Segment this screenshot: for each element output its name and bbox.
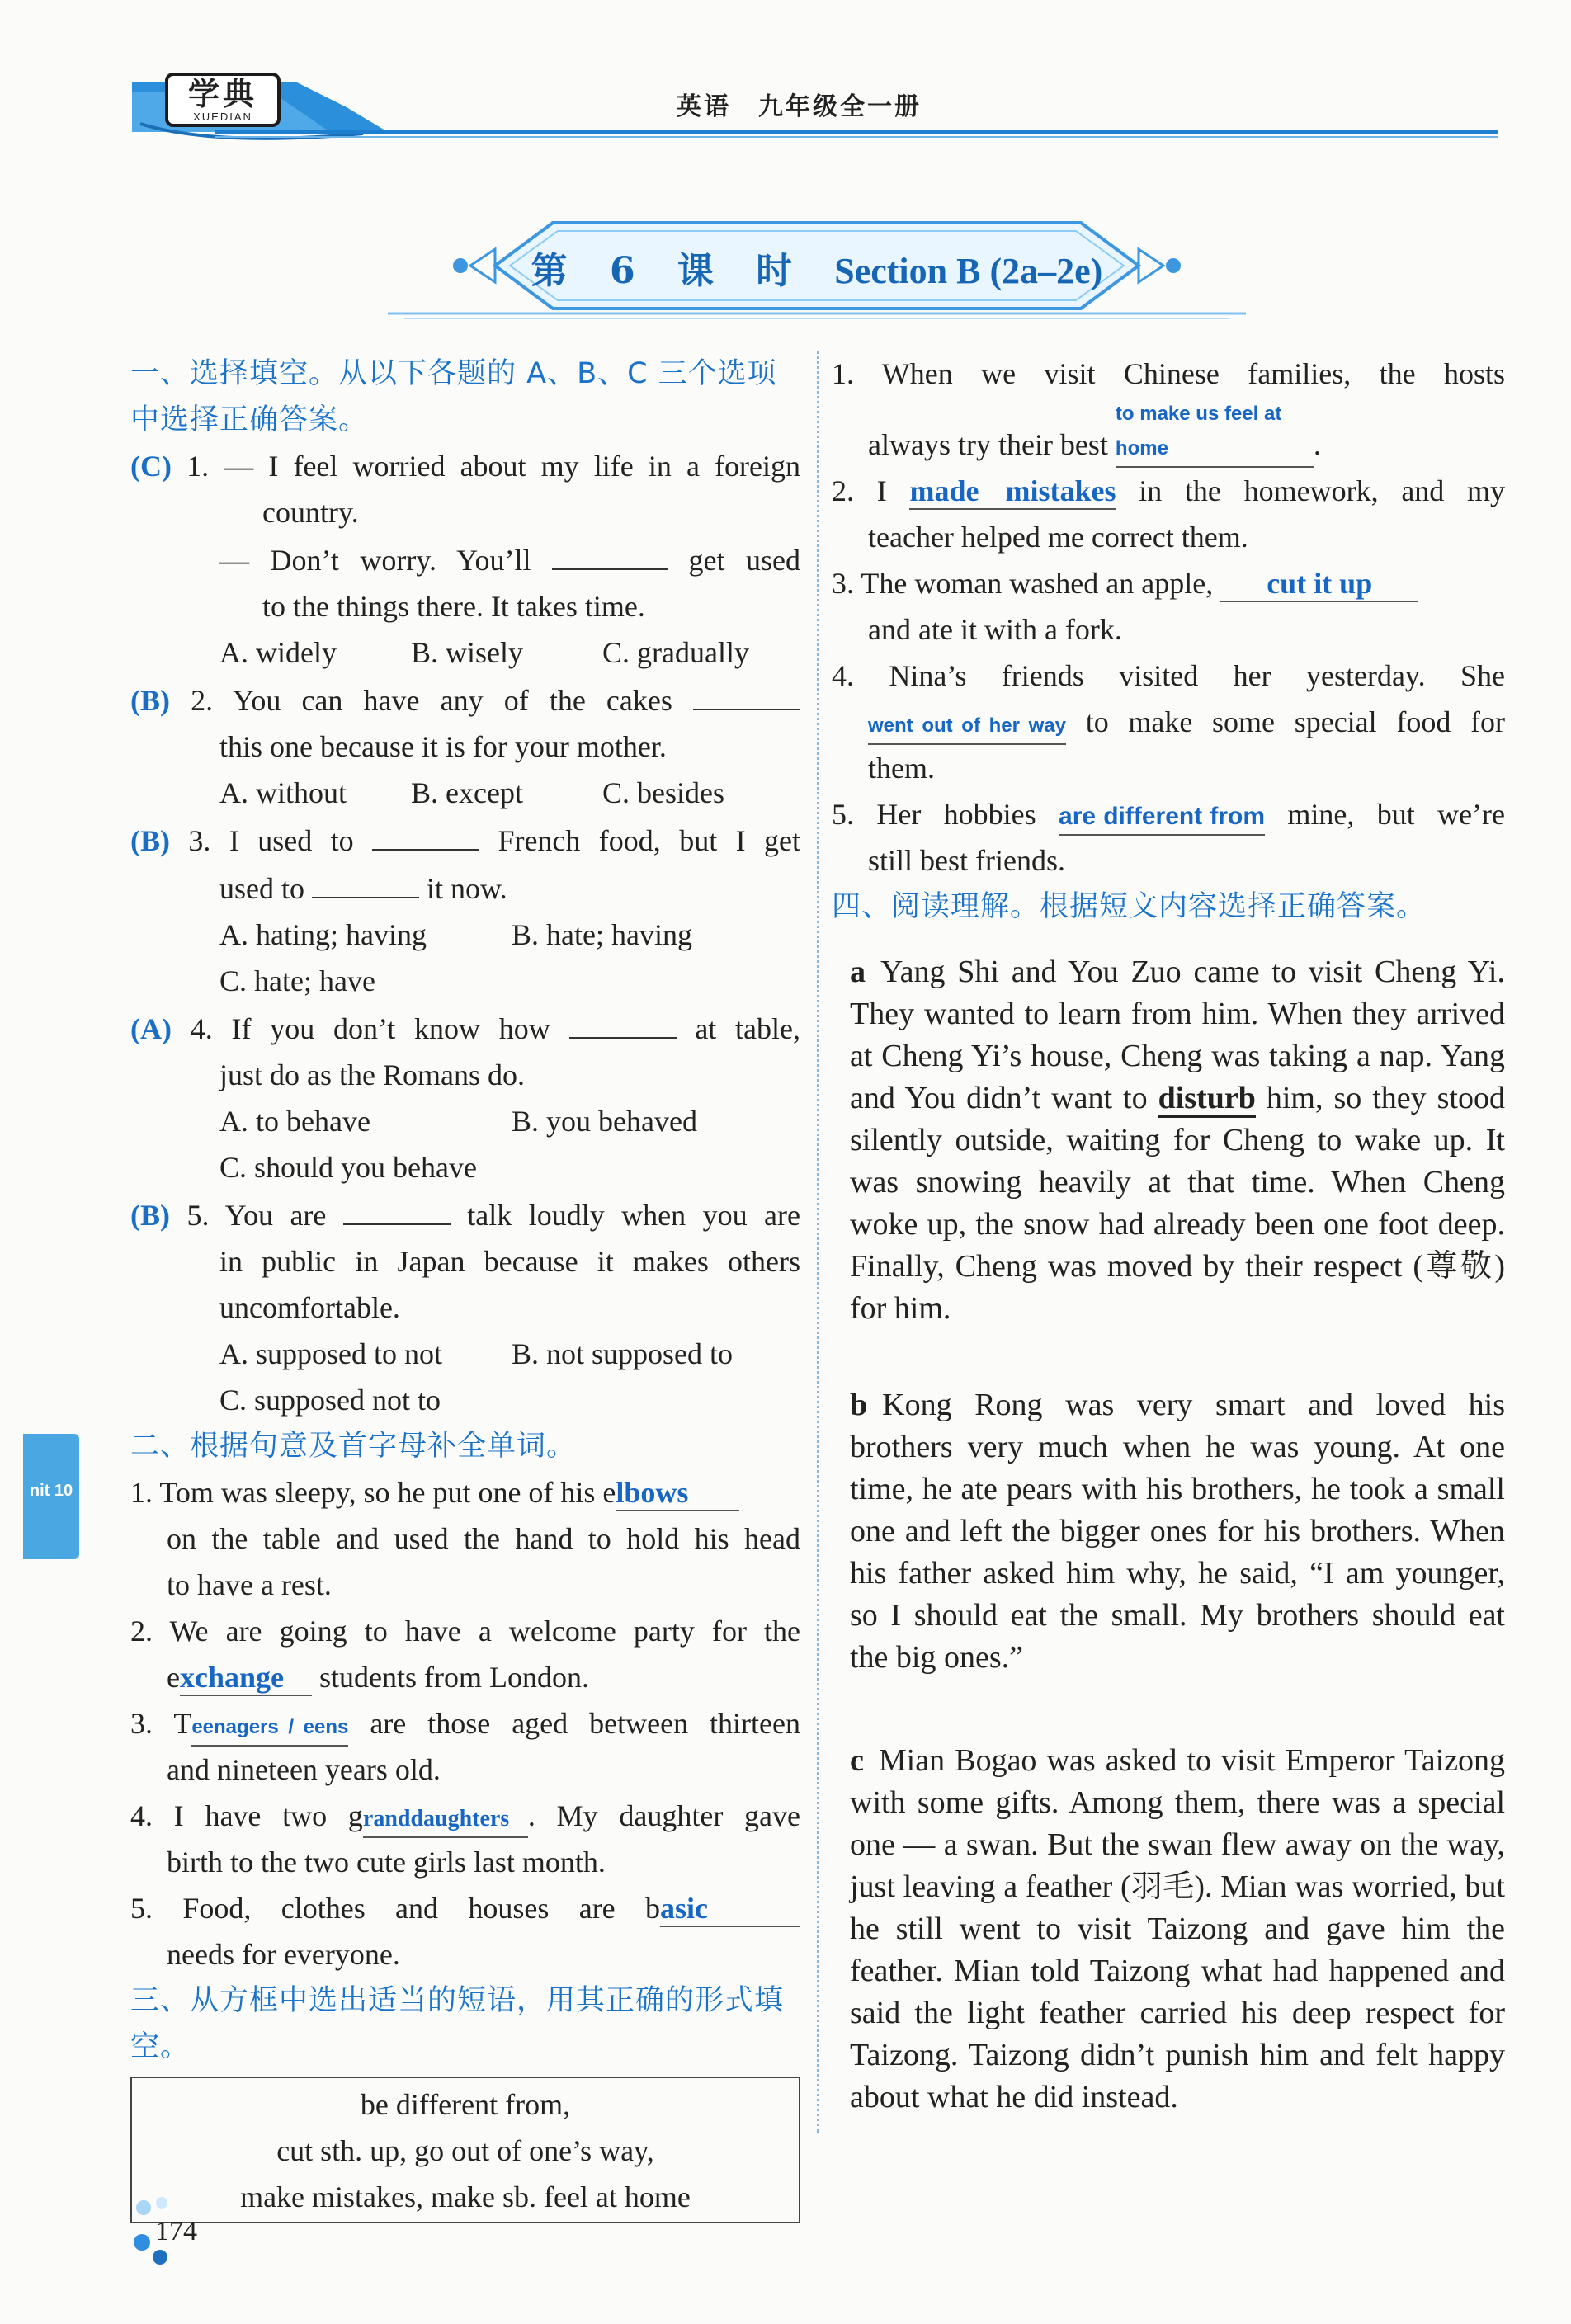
question-text: to the things there. It takes time.	[262, 590, 645, 623]
question-text: I used to	[229, 824, 354, 857]
answer-mark: (C)	[130, 450, 172, 483]
item-text: mine, but we’re	[1287, 798, 1506, 831]
question-number: 5.	[186, 1199, 210, 1232]
header-rule	[215, 130, 1498, 134]
question-number: 1.	[186, 450, 210, 483]
answer-letter: C	[140, 450, 162, 483]
answer-mark: (B)	[130, 1199, 171, 1232]
item-text: The woman washed an apple,	[861, 567, 1214, 600]
question-text: French food, but I get	[498, 824, 800, 857]
question-text: — Don’t worry. You’ll	[219, 544, 531, 577]
underlined-word: disturb	[1158, 1081, 1256, 1118]
item-number: 2.	[832, 474, 854, 507]
question-text: get used	[688, 544, 800, 577]
right-column	[832, 351, 1505, 2119]
item-text: When we visit Chinese families, the hosts	[881, 357, 1505, 390]
item-text: always try their best	[868, 428, 1108, 461]
section4-heading: 四、阅读理解。根据短文内容选择正确答案。	[832, 890, 1427, 923]
passage-letter: c	[850, 1743, 864, 1778]
question-number: 2.	[191, 684, 214, 717]
lesson-title-en: Section B (2a–2e)	[834, 251, 1103, 291]
option-b: B. you behaved	[512, 1105, 697, 1138]
item-number: 3.	[832, 567, 854, 600]
answer-blank	[372, 816, 479, 851]
filled-answer: xchange	[180, 1660, 312, 1696]
item-number: 2.	[130, 1615, 153, 1648]
passage-text: Yang Shi and You Zuo came to visit Cheng Yi. They wanted to learn from him. When they arrived at Cheng Yi’s house, Cheng was taking a nap. Yang and You didn’t want to	[850, 955, 1505, 1115]
phrase-item-4	[832, 653, 1505, 791]
phrase-item-3	[832, 560, 1505, 653]
lesson-title-cn: 第 6 课 时	[531, 250, 808, 292]
mc-question-2	[130, 676, 800, 816]
answer-letter: B	[140, 824, 161, 857]
options-row	[130, 1098, 800, 1144]
item-text: needs for everyone.	[167, 1938, 400, 1971]
filled-answer: randdaughters	[363, 1802, 528, 1838]
option-a: A. supposed to not	[219, 1337, 442, 1370]
reading-passage-b	[850, 1384, 1505, 1679]
unit-side-tab-label: nit 10	[29, 1482, 73, 1500]
publisher-logo	[165, 73, 281, 127]
item-number: 4.	[832, 659, 854, 692]
item-text: students from London.	[318, 1661, 589, 1694]
options-row	[130, 912, 800, 958]
item-text: Food, clothes and houses are b	[182, 1892, 661, 1925]
phrase-item-5	[832, 791, 1505, 884]
item-text: I	[876, 474, 887, 507]
item-text: I have two g	[173, 1799, 363, 1832]
item-text: teacher helped me correct them.	[868, 521, 1248, 554]
item-text: and ate it with a fork.	[868, 613, 1122, 646]
filled-answer: went out of her way	[868, 709, 1066, 745]
filled-answer: cut it up	[1220, 566, 1418, 602]
option-c: C. gradually	[602, 636, 749, 669]
item-text: on the table and used the hand to hold his head	[167, 1522, 800, 1555]
item-text: We are going to have a welcome party for the	[169, 1615, 800, 1648]
mc-question-5	[130, 1190, 800, 1423]
filled-answer: to make us feel at home	[1116, 397, 1314, 468]
lesson-title	[528, 241, 1106, 294]
question-number: 4.	[190, 1012, 213, 1045]
item-text: are those aged between thirteen	[370, 1707, 800, 1740]
section3-heading: 三、从方框中选出适当的短语，用其正确的形式填空。	[130, 1984, 785, 2063]
answer-blank	[552, 535, 668, 570]
header-rule-thin	[215, 136, 1498, 138]
answer-blank	[343, 1190, 451, 1225]
item-text: birth to the two cute girls last month.	[167, 1846, 606, 1879]
option-c: C. besides	[602, 776, 724, 809]
filled-answer: made mistakes	[909, 474, 1116, 510]
option-c: C. supposed not to	[219, 1384, 441, 1417]
option-b: B. except	[411, 776, 523, 809]
item-text: .	[1313, 428, 1321, 461]
mc-question-3	[130, 816, 800, 1004]
option-c: C. hate; have	[219, 964, 375, 997]
answer-mark: (B)	[130, 684, 171, 717]
passage-text: him, so they stood silently outside, waiting for Cheng to wake up. It was snowing heavily at that time. When Cheng woke up, the snow had already been one foot deep. Finally, Cheng was moved by their respect (尊敬) for him.	[850, 1081, 1505, 1326]
answer-letter: A	[140, 1012, 162, 1045]
item-number: 5.	[832, 798, 854, 831]
passage-letter: b	[850, 1388, 868, 1422]
answer-letter: B	[140, 684, 161, 717]
filled-answer: lbows	[616, 1475, 739, 1511]
answer-letter: B	[140, 1199, 161, 1232]
passage-text: Mian Bogao was asked to visit Emperor Taizong with some gifts. Among them, there was a special one — a swan. But the swan flew away on the way, just leaving a feather (羽毛). Mian was worried, but he still went to visit Taizong and gave him the feather. Mian told Taizong what had happened and said the light feather carried his deep respect for Taizong. Taizong didn’t punish him and felt happy about what he did instead.	[850, 1743, 1505, 2114]
item-text: Tom was sleepy, so he put one of his e	[159, 1476, 616, 1509]
option-c: C. should you behave	[219, 1151, 477, 1184]
filled-answer: eenagers / eens	[191, 1710, 348, 1747]
item-number: 1.	[832, 357, 854, 390]
section1-heading: 一、选择填空。从以下各题的 A、B、C 三个选项中选择正确答案。	[130, 357, 777, 436]
word-item-3	[130, 1700, 800, 1793]
options-row	[130, 1331, 800, 1377]
word-item-5	[130, 1885, 800, 1978]
options-row	[130, 629, 800, 676]
phrase-line: cut sth. up, go out of one’s way,	[276, 2134, 654, 2167]
item-number: 4.	[130, 1799, 153, 1832]
question-number: 3.	[188, 824, 211, 857]
section2-heading: 二、根据句意及首字母补全单词。	[130, 1430, 577, 1463]
phrase-line: be different from,	[360, 2088, 571, 2121]
passage-letter: a	[850, 955, 866, 989]
word-item-2	[130, 1608, 800, 1700]
answer-blank	[693, 676, 800, 710]
word-item-4	[130, 1793, 800, 1885]
phrase-item-1	[832, 351, 1505, 468]
item-text: still best friends.	[868, 844, 1065, 877]
passage-text: Kong Rong was very smart and loved his brothers very much when he was young. At one time, he ate pears with his brothers, he took a small one and left the bigger ones for his brothers. When his father asked him why, he said, “I am younger, so I should eat the small. My brothers should eat the big ones.”	[850, 1388, 1505, 1675]
item-text: Nina’s friends visited her yesterday. She	[889, 659, 1506, 692]
question-text: this one because it is for your mother.	[219, 730, 667, 763]
item-text: T	[173, 1707, 192, 1740]
question-text: it now.	[427, 872, 507, 905]
phrase-item-2	[832, 468, 1505, 560]
question-text: — I feel worried about my life in a foreign	[224, 450, 801, 483]
mc-question-1	[130, 443, 800, 676]
question-text: country.	[262, 496, 359, 529]
item-text: e	[167, 1661, 180, 1694]
logo-chinese: 学典	[187, 75, 257, 112]
item-text: to have a rest.	[167, 1568, 332, 1601]
question-text: talk loudly when you are	[467, 1199, 801, 1232]
item-text: . My daughter gave	[527, 1799, 801, 1832]
options-row	[130, 770, 800, 816]
question-text: If you don’t know how	[231, 1012, 550, 1045]
option-b: B. hate; having	[512, 918, 692, 951]
option-b: B. not supposed to	[512, 1337, 734, 1370]
phrase-box	[130, 2077, 800, 2223]
option-a: A. without	[219, 776, 347, 809]
left-column	[130, 351, 800, 2223]
question-text: You can have any of the cakes	[232, 684, 672, 717]
column-divider	[817, 351, 819, 2133]
answer-blank	[312, 864, 419, 898]
question-text: uncomfortable.	[219, 1291, 400, 1324]
logo-english: XUEDIAN	[193, 111, 252, 123]
phrase-line: make mistakes, make sb. feel at home	[240, 2180, 691, 2213]
item-number: 1.	[130, 1476, 153, 1509]
option-a: A. to behave	[219, 1105, 370, 1138]
item-text: in the homework, and my	[1139, 474, 1506, 507]
book-title: 英语 九年级全一册	[677, 92, 922, 121]
item-text: and nineteen years old.	[167, 1753, 441, 1786]
answer-blank	[569, 1004, 677, 1039]
filled-answer: asic	[660, 1891, 800, 1927]
reading-passage-c	[850, 1740, 1505, 2119]
question-text: in public in Japan because it makes others	[219, 1245, 800, 1278]
question-text: just do as the Romans do.	[219, 1058, 525, 1091]
item-text: to make some special food for	[1085, 705, 1505, 738]
page-number: 174	[155, 2216, 197, 2246]
item-number: 3.	[130, 1707, 153, 1740]
filled-answer: are different from	[1059, 799, 1265, 836]
option-a: A. hating; having	[219, 918, 427, 951]
answer-mark: (B)	[130, 824, 171, 857]
option-b: B. wisely	[411, 636, 524, 669]
question-text: at table,	[695, 1012, 801, 1045]
item-text: them.	[868, 752, 935, 785]
answer-mark: (A)	[130, 1012, 172, 1045]
mc-question-4	[130, 1004, 800, 1190]
item-number: 5.	[130, 1892, 153, 1925]
question-text: You are	[224, 1199, 327, 1232]
reading-passage-a	[850, 951, 1505, 1330]
option-a: A. widely	[219, 636, 337, 669]
word-item-1	[130, 1469, 800, 1608]
question-text: used to	[219, 872, 304, 905]
item-text: Her hobbies	[876, 798, 1036, 831]
